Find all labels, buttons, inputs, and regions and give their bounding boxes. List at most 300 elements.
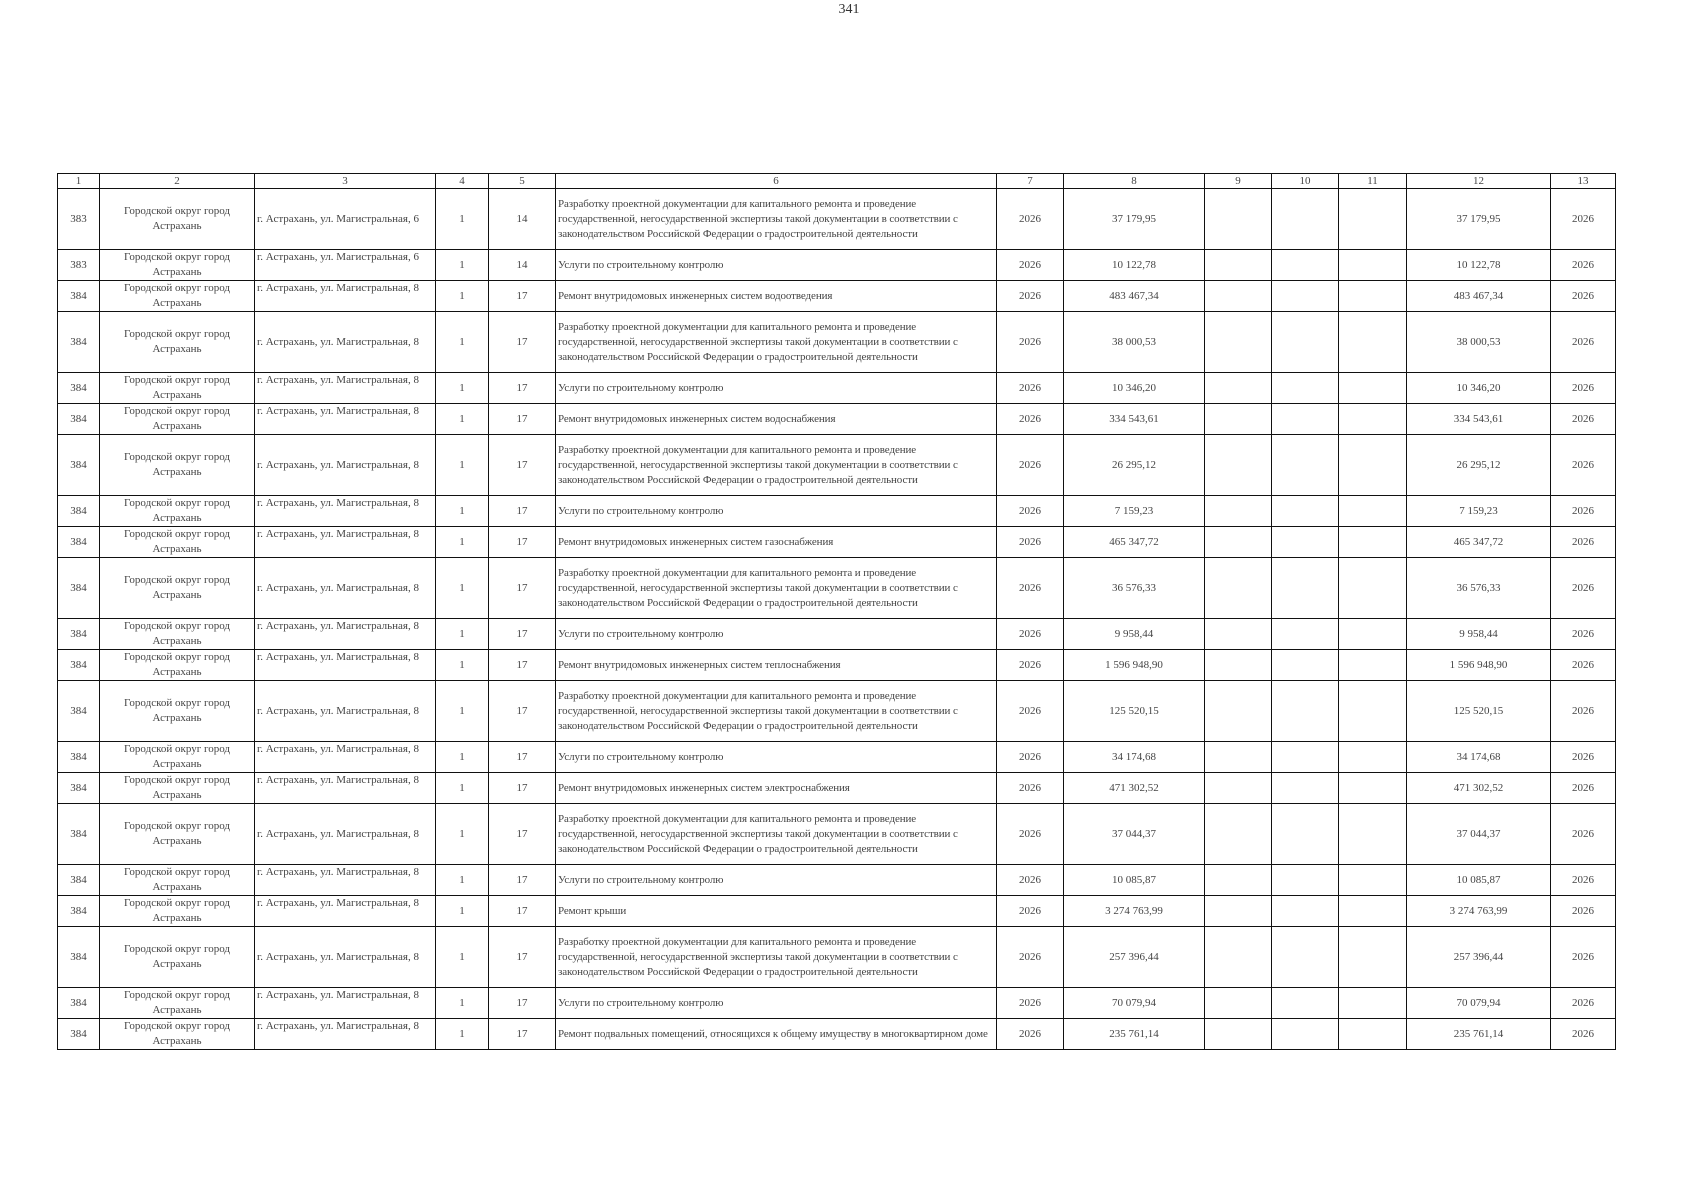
completion-year-cell: 2026 <box>1551 527 1616 558</box>
column-12-cost-cell: 10 122,78 <box>1407 250 1551 281</box>
column-9-cell <box>1205 435 1272 496</box>
year-cell: 2026 <box>997 250 1064 281</box>
year-cell: 2026 <box>997 742 1064 773</box>
completion-year-cell: 2026 <box>1551 742 1616 773</box>
column-10-cell <box>1272 650 1339 681</box>
column-5-cell: 14 <box>489 189 556 250</box>
total-cost-cell: 7 159,23 <box>1064 496 1205 527</box>
completion-year-cell: 2026 <box>1551 496 1616 527</box>
column-5-cell: 17 <box>489 804 556 865</box>
row-number-cell: 384 <box>58 681 100 742</box>
table-row <box>58 281 1616 312</box>
column-5-cell: 17 <box>489 558 556 619</box>
column-4-cell: 1 <box>436 681 489 742</box>
column-4-cell: 1 <box>436 927 489 988</box>
address-cell: г. Астрахань, ул. Магистральная, 8 <box>255 404 436 435</box>
year-cell: 2026 <box>997 496 1064 527</box>
column-12-cost-cell: 9 958,44 <box>1407 619 1551 650</box>
column-9-cell <box>1205 527 1272 558</box>
completion-year-cell: 2026 <box>1551 927 1616 988</box>
row-number-cell: 384 <box>58 435 100 496</box>
address-cell: г. Астрахань, ул. Магистральная, 8 <box>255 865 436 896</box>
column-10-cell <box>1272 281 1339 312</box>
work-type-cell: Услуги по строительному контролю <box>556 865 997 896</box>
column-4-cell: 1 <box>436 373 489 404</box>
column-12-cost-cell: 34 174,68 <box>1407 742 1551 773</box>
column-4-cell: 1 <box>436 742 489 773</box>
completion-year-cell: 2026 <box>1551 681 1616 742</box>
column-12-cost-cell: 334 543,61 <box>1407 404 1551 435</box>
year-cell: 2026 <box>997 312 1064 373</box>
total-cost-cell: 70 079,94 <box>1064 988 1205 1019</box>
row-number-cell: 384 <box>58 773 100 804</box>
column-9-cell <box>1205 250 1272 281</box>
work-type-cell: Ремонт внутридомовых инженерных систем газоснабжения <box>556 527 997 558</box>
column-10-cell <box>1272 435 1339 496</box>
page-number: 341 <box>838 2 860 17</box>
address-cell: г. Астрахань, ул. Магистральная, 8 <box>255 804 436 865</box>
completion-year-cell: 2026 <box>1551 896 1616 927</box>
completion-year-cell: 2026 <box>1551 250 1616 281</box>
year-cell: 2026 <box>997 650 1064 681</box>
address-cell: г. Астрахань, ул. Магистральная, 8 <box>255 742 436 773</box>
table-row <box>58 1019 1616 1050</box>
total-cost-cell: 38 000,53 <box>1064 312 1205 373</box>
column-10-cell <box>1272 804 1339 865</box>
column-11-cell <box>1339 189 1407 250</box>
table-row <box>58 373 1616 404</box>
work-type-cell: Услуги по строительному контролю <box>556 619 997 650</box>
table-row <box>58 865 1616 896</box>
completion-year-cell: 2026 <box>1551 404 1616 435</box>
row-number-cell: 384 <box>58 804 100 865</box>
column-5-cell: 17 <box>489 281 556 312</box>
column-9-cell <box>1205 804 1272 865</box>
column-9-cell <box>1205 988 1272 1019</box>
column-10-cell <box>1272 988 1339 1019</box>
total-cost-cell: 334 543,61 <box>1064 404 1205 435</box>
column-11-cell <box>1339 650 1407 681</box>
year-cell: 2026 <box>997 404 1064 435</box>
year-cell: 2026 <box>997 527 1064 558</box>
row-number-cell: 384 <box>58 988 100 1019</box>
column-4-cell: 1 <box>436 404 489 435</box>
column-9-cell <box>1205 619 1272 650</box>
total-cost-cell: 37 044,37 <box>1064 804 1205 865</box>
column-12-cost-cell: 3 274 763,99 <box>1407 896 1551 927</box>
completion-year-cell: 2026 <box>1551 650 1616 681</box>
table-row <box>58 681 1616 742</box>
table-row <box>58 435 1616 496</box>
table-row <box>58 496 1616 527</box>
completion-year-cell: 2026 <box>1551 312 1616 373</box>
column-5-cell: 17 <box>489 742 556 773</box>
municipality-cell: Городской округ город Астрахань <box>100 896 255 927</box>
column-4-cell: 1 <box>436 896 489 927</box>
column-header: 8 <box>1064 174 1205 189</box>
table-row <box>58 896 1616 927</box>
address-cell: г. Астрахань, ул. Магистральная, 8 <box>255 281 436 312</box>
municipality-cell: Городской округ город Астрахань <box>100 681 255 742</box>
work-type-cell: Услуги по строительному контролю <box>556 250 997 281</box>
column-10-cell <box>1272 527 1339 558</box>
column-10-cell <box>1272 896 1339 927</box>
column-5-cell: 17 <box>489 435 556 496</box>
column-header: 5 <box>489 174 556 189</box>
column-10-cell <box>1272 1019 1339 1050</box>
table-row <box>58 927 1616 988</box>
column-11-cell <box>1339 804 1407 865</box>
table-row <box>58 804 1616 865</box>
total-cost-cell: 26 295,12 <box>1064 435 1205 496</box>
row-number-cell: 383 <box>58 189 100 250</box>
address-cell: г. Астрахань, ул. Магистральная, 8 <box>255 558 436 619</box>
column-12-cost-cell: 26 295,12 <box>1407 435 1551 496</box>
column-9-cell <box>1205 373 1272 404</box>
total-cost-cell: 125 520,15 <box>1064 681 1205 742</box>
column-11-cell <box>1339 619 1407 650</box>
municipality-cell: Городской округ город Астрахань <box>100 927 255 988</box>
column-4-cell: 1 <box>436 527 489 558</box>
column-11-cell <box>1339 558 1407 619</box>
address-cell: г. Астрахань, ул. Магистральная, 8 <box>255 435 436 496</box>
column-header: 2 <box>100 174 255 189</box>
column-12-cost-cell: 70 079,94 <box>1407 988 1551 1019</box>
column-number-header-row <box>58 174 1616 189</box>
address-cell: г. Астрахань, ул. Магистральная, 8 <box>255 650 436 681</box>
column-9-cell <box>1205 558 1272 619</box>
column-5-cell: 17 <box>489 373 556 404</box>
total-cost-cell: 9 958,44 <box>1064 619 1205 650</box>
table-row <box>58 312 1616 373</box>
address-cell: г. Астрахань, ул. Магистральная, 8 <box>255 927 436 988</box>
column-9-cell <box>1205 896 1272 927</box>
municipality-cell: Городской округ город Астрахань <box>100 435 255 496</box>
column-9-cell <box>1205 1019 1272 1050</box>
completion-year-cell: 2026 <box>1551 865 1616 896</box>
row-number-cell: 384 <box>58 619 100 650</box>
completion-year-cell: 2026 <box>1551 435 1616 496</box>
table-row <box>58 742 1616 773</box>
column-5-cell: 17 <box>489 773 556 804</box>
column-11-cell <box>1339 927 1407 988</box>
column-4-cell: 1 <box>436 1019 489 1050</box>
column-4-cell: 1 <box>436 619 489 650</box>
column-header: 12 <box>1407 174 1551 189</box>
work-type-cell: Разработку проектной документации для капитального ремонта и проведение государственной, негосударственной экспертизы такой документации в соответствии с законодательством Российской Федерации о градостроительной деятельности <box>556 435 997 496</box>
address-cell: г. Астрахань, ул. Магистральная, 8 <box>255 496 436 527</box>
column-header: 3 <box>255 174 436 189</box>
work-type-cell: Разработку проектной документации для капитального ремонта и проведение государственной, негосударственной экспертизы такой документации в соответствии с законодательством Российской Федерации о градостроительной деятельности <box>556 558 997 619</box>
column-9-cell <box>1205 189 1272 250</box>
municipality-cell: Городской округ город Астрахань <box>100 404 255 435</box>
row-number-cell: 384 <box>58 650 100 681</box>
column-10-cell <box>1272 250 1339 281</box>
municipality-cell: Городской округ город Астрахань <box>100 281 255 312</box>
table-row <box>58 650 1616 681</box>
column-5-cell: 17 <box>489 988 556 1019</box>
column-10-cell <box>1272 927 1339 988</box>
row-number-cell: 384 <box>58 281 100 312</box>
total-cost-cell: 3 274 763,99 <box>1064 896 1205 927</box>
column-5-cell: 17 <box>489 896 556 927</box>
column-header: 9 <box>1205 174 1272 189</box>
year-cell: 2026 <box>997 865 1064 896</box>
column-4-cell: 1 <box>436 496 489 527</box>
column-5-cell: 17 <box>489 404 556 435</box>
column-9-cell <box>1205 681 1272 742</box>
column-12-cost-cell: 36 576,33 <box>1407 558 1551 619</box>
column-10-cell <box>1272 404 1339 435</box>
year-cell: 2026 <box>997 681 1064 742</box>
column-12-cost-cell: 7 159,23 <box>1407 496 1551 527</box>
column-11-cell <box>1339 988 1407 1019</box>
row-number-cell: 384 <box>58 373 100 404</box>
column-9-cell <box>1205 496 1272 527</box>
year-cell: 2026 <box>997 373 1064 404</box>
completion-year-cell: 2026 <box>1551 619 1616 650</box>
total-cost-cell: 10 085,87 <box>1064 865 1205 896</box>
column-4-cell: 1 <box>436 281 489 312</box>
year-cell: 2026 <box>997 619 1064 650</box>
column-header: 13 <box>1551 174 1616 189</box>
row-number-cell: 384 <box>58 558 100 619</box>
column-5-cell: 17 <box>489 681 556 742</box>
work-type-cell: Ремонт крыши <box>556 896 997 927</box>
column-9-cell <box>1205 927 1272 988</box>
column-12-cost-cell: 10 346,20 <box>1407 373 1551 404</box>
municipality-cell: Городской округ город Астрахань <box>100 865 255 896</box>
row-number-cell: 384 <box>58 527 100 558</box>
column-10-cell <box>1272 773 1339 804</box>
municipality-cell: Городской округ город Астрахань <box>100 773 255 804</box>
work-type-cell: Ремонт внутридомовых инженерных систем электроснабжения <box>556 773 997 804</box>
column-12-cost-cell: 465 347,72 <box>1407 527 1551 558</box>
row-number-cell: 384 <box>58 927 100 988</box>
table-row <box>58 250 1616 281</box>
year-cell: 2026 <box>997 435 1064 496</box>
completion-year-cell: 2026 <box>1551 773 1616 804</box>
municipality-cell: Городской округ город Астрахань <box>100 496 255 527</box>
completion-year-cell: 2026 <box>1551 189 1616 250</box>
column-12-cost-cell: 471 302,52 <box>1407 773 1551 804</box>
municipality-cell: Городской округ город Астрахань <box>100 312 255 373</box>
column-10-cell <box>1272 865 1339 896</box>
work-type-cell: Ремонт внутридомовых инженерных систем водоотведения <box>556 281 997 312</box>
column-4-cell: 1 <box>436 312 489 373</box>
column-4-cell: 1 <box>436 189 489 250</box>
work-type-cell: Ремонт внутридомовых инженерных систем теплоснабжения <box>556 650 997 681</box>
column-12-cost-cell: 483 467,34 <box>1407 281 1551 312</box>
work-type-cell: Ремонт подвальных помещений, относящихся к общему имуществу в многоквартирном доме <box>556 1019 997 1050</box>
row-number-cell: 384 <box>58 496 100 527</box>
municipality-cell: Городской округ город Астрахань <box>100 558 255 619</box>
column-9-cell <box>1205 650 1272 681</box>
work-type-cell: Услуги по строительному контролю <box>556 988 997 1019</box>
address-cell: г. Астрахань, ул. Магистральная, 8 <box>255 988 436 1019</box>
column-5-cell: 17 <box>489 527 556 558</box>
column-11-cell <box>1339 496 1407 527</box>
column-11-cell <box>1339 527 1407 558</box>
column-4-cell: 1 <box>436 250 489 281</box>
column-12-cost-cell: 1 596 948,90 <box>1407 650 1551 681</box>
address-cell: г. Астрахань, ул. Магистральная, 8 <box>255 896 436 927</box>
total-cost-cell: 465 347,72 <box>1064 527 1205 558</box>
column-header: 4 <box>436 174 489 189</box>
address-cell: г. Астрахань, ул. Магистральная, 8 <box>255 312 436 373</box>
table-row <box>58 527 1616 558</box>
municipality-cell: Городской округ город Астрахань <box>100 804 255 865</box>
total-cost-cell: 471 302,52 <box>1064 773 1205 804</box>
completion-year-cell: 2026 <box>1551 281 1616 312</box>
column-11-cell <box>1339 404 1407 435</box>
completion-year-cell: 2026 <box>1551 1019 1616 1050</box>
total-cost-cell: 36 576,33 <box>1064 558 1205 619</box>
column-12-cost-cell: 10 085,87 <box>1407 865 1551 896</box>
column-10-cell <box>1272 496 1339 527</box>
work-type-cell: Разработку проектной документации для капитального ремонта и проведение государственной, негосударственной экспертизы такой документации в соответствии с законодательством Российской Федерации о градостроительной деятельности <box>556 312 997 373</box>
column-11-cell <box>1339 681 1407 742</box>
column-4-cell: 1 <box>436 804 489 865</box>
column-header: 7 <box>997 174 1064 189</box>
address-cell: г. Астрахань, ул. Магистральная, 6 <box>255 250 436 281</box>
column-10-cell <box>1272 373 1339 404</box>
address-cell: г. Астрахань, ул. Магистральная, 8 <box>255 1019 436 1050</box>
column-12-cost-cell: 235 761,14 <box>1407 1019 1551 1050</box>
row-number-cell: 384 <box>58 865 100 896</box>
column-11-cell <box>1339 1019 1407 1050</box>
municipality-cell: Городской округ город Астрахань <box>100 527 255 558</box>
municipality-cell: Городской округ город Астрахань <box>100 742 255 773</box>
column-12-cost-cell: 257 396,44 <box>1407 927 1551 988</box>
table-row <box>58 988 1616 1019</box>
total-cost-cell: 37 179,95 <box>1064 189 1205 250</box>
table-row <box>58 773 1616 804</box>
column-5-cell: 17 <box>489 496 556 527</box>
work-type-cell: Разработку проектной документации для капитального ремонта и проведение государственной, негосударственной экспертизы такой документации в соответствии с законодательством Российской Федерации о градостроительной деятельности <box>556 927 997 988</box>
year-cell: 2026 <box>997 189 1064 250</box>
column-4-cell: 1 <box>436 773 489 804</box>
work-type-cell: Ремонт внутридомовых инженерных систем водоснабжения <box>556 404 997 435</box>
total-cost-cell: 257 396,44 <box>1064 927 1205 988</box>
column-11-cell <box>1339 896 1407 927</box>
column-11-cell <box>1339 435 1407 496</box>
completion-year-cell: 2026 <box>1551 373 1616 404</box>
column-4-cell: 1 <box>436 650 489 681</box>
column-9-cell <box>1205 865 1272 896</box>
municipality-cell: Городской округ город Астрахань <box>100 1019 255 1050</box>
municipality-cell: Городской округ город Астрахань <box>100 988 255 1019</box>
year-cell: 2026 <box>997 1019 1064 1050</box>
column-9-cell <box>1205 742 1272 773</box>
address-cell: г. Астрахань, ул. Магистральная, 6 <box>255 189 436 250</box>
column-9-cell <box>1205 312 1272 373</box>
work-type-cell: Разработку проектной документации для капитального ремонта и проведение государственной, негосударственной экспертизы такой документации в соответствии с законодательством Российской Федерации о градостроительной деятельности <box>556 189 997 250</box>
column-header: 6 <box>556 174 997 189</box>
table-row <box>58 404 1616 435</box>
column-11-cell <box>1339 312 1407 373</box>
column-10-cell <box>1272 558 1339 619</box>
column-4-cell: 1 <box>436 435 489 496</box>
year-cell: 2026 <box>997 896 1064 927</box>
address-cell: г. Астрахань, ул. Магистральная, 8 <box>255 773 436 804</box>
row-number-cell: 384 <box>58 404 100 435</box>
column-5-cell: 17 <box>489 650 556 681</box>
municipality-cell: Городской округ город Астрахань <box>100 250 255 281</box>
column-9-cell <box>1205 404 1272 435</box>
column-5-cell: 17 <box>489 865 556 896</box>
work-type-cell: Разработку проектной документации для капитального ремонта и проведение государственной, негосударственной экспертизы такой документации в соответствии с законодательством Российской Федерации о градостроительной деятельности <box>556 681 997 742</box>
work-type-cell: Услуги по строительному контролю <box>556 373 997 404</box>
table-row <box>58 189 1616 250</box>
row-number-cell: 383 <box>58 250 100 281</box>
total-cost-cell: 483 467,34 <box>1064 281 1205 312</box>
year-cell: 2026 <box>997 804 1064 865</box>
municipality-cell: Городской округ город Астрахань <box>100 189 255 250</box>
row-number-cell: 384 <box>58 312 100 373</box>
column-11-cell <box>1339 373 1407 404</box>
total-cost-cell: 10 122,78 <box>1064 250 1205 281</box>
column-12-cost-cell: 37 044,37 <box>1407 804 1551 865</box>
year-cell: 2026 <box>997 988 1064 1019</box>
total-cost-cell: 34 174,68 <box>1064 742 1205 773</box>
table-row <box>58 619 1616 650</box>
column-12-cost-cell: 37 179,95 <box>1407 189 1551 250</box>
column-10-cell <box>1272 189 1339 250</box>
column-5-cell: 14 <box>489 250 556 281</box>
column-4-cell: 1 <box>436 558 489 619</box>
column-5-cell: 17 <box>489 927 556 988</box>
year-cell: 2026 <box>997 558 1064 619</box>
column-5-cell: 17 <box>489 619 556 650</box>
row-number-cell: 384 <box>58 896 100 927</box>
address-cell: г. Астрахань, ул. Магистральная, 8 <box>255 681 436 742</box>
column-4-cell: 1 <box>436 988 489 1019</box>
completion-year-cell: 2026 <box>1551 804 1616 865</box>
total-cost-cell: 1 596 948,90 <box>1064 650 1205 681</box>
column-12-cost-cell: 38 000,53 <box>1407 312 1551 373</box>
year-cell: 2026 <box>997 927 1064 988</box>
row-number-cell: 384 <box>58 742 100 773</box>
completion-year-cell: 2026 <box>1551 558 1616 619</box>
municipality-cell: Городской округ город Астрахань <box>100 373 255 404</box>
column-5-cell: 17 <box>489 312 556 373</box>
year-cell: 2026 <box>997 773 1064 804</box>
column-header: 10 <box>1272 174 1339 189</box>
address-cell: г. Астрахань, ул. Магистральная, 8 <box>255 619 436 650</box>
column-5-cell: 17 <box>489 1019 556 1050</box>
address-cell: г. Астрахань, ул. Магистральная, 8 <box>255 527 436 558</box>
row-number-cell: 384 <box>58 1019 100 1050</box>
column-10-cell <box>1272 619 1339 650</box>
column-11-cell <box>1339 250 1407 281</box>
capital-repair-table <box>57 173 1616 1050</box>
column-11-cell <box>1339 773 1407 804</box>
municipality-cell: Городской округ город Астрахань <box>100 619 255 650</box>
address-cell: г. Астрахань, ул. Магистральная, 8 <box>255 373 436 404</box>
column-11-cell <box>1339 865 1407 896</box>
total-cost-cell: 10 346,20 <box>1064 373 1205 404</box>
year-cell: 2026 <box>997 281 1064 312</box>
column-header: 11 <box>1339 174 1407 189</box>
total-cost-cell: 235 761,14 <box>1064 1019 1205 1050</box>
column-4-cell: 1 <box>436 865 489 896</box>
column-header: 1 <box>58 174 100 189</box>
work-type-cell: Услуги по строительному контролю <box>556 742 997 773</box>
column-11-cell <box>1339 281 1407 312</box>
column-12-cost-cell: 125 520,15 <box>1407 681 1551 742</box>
column-10-cell <box>1272 681 1339 742</box>
